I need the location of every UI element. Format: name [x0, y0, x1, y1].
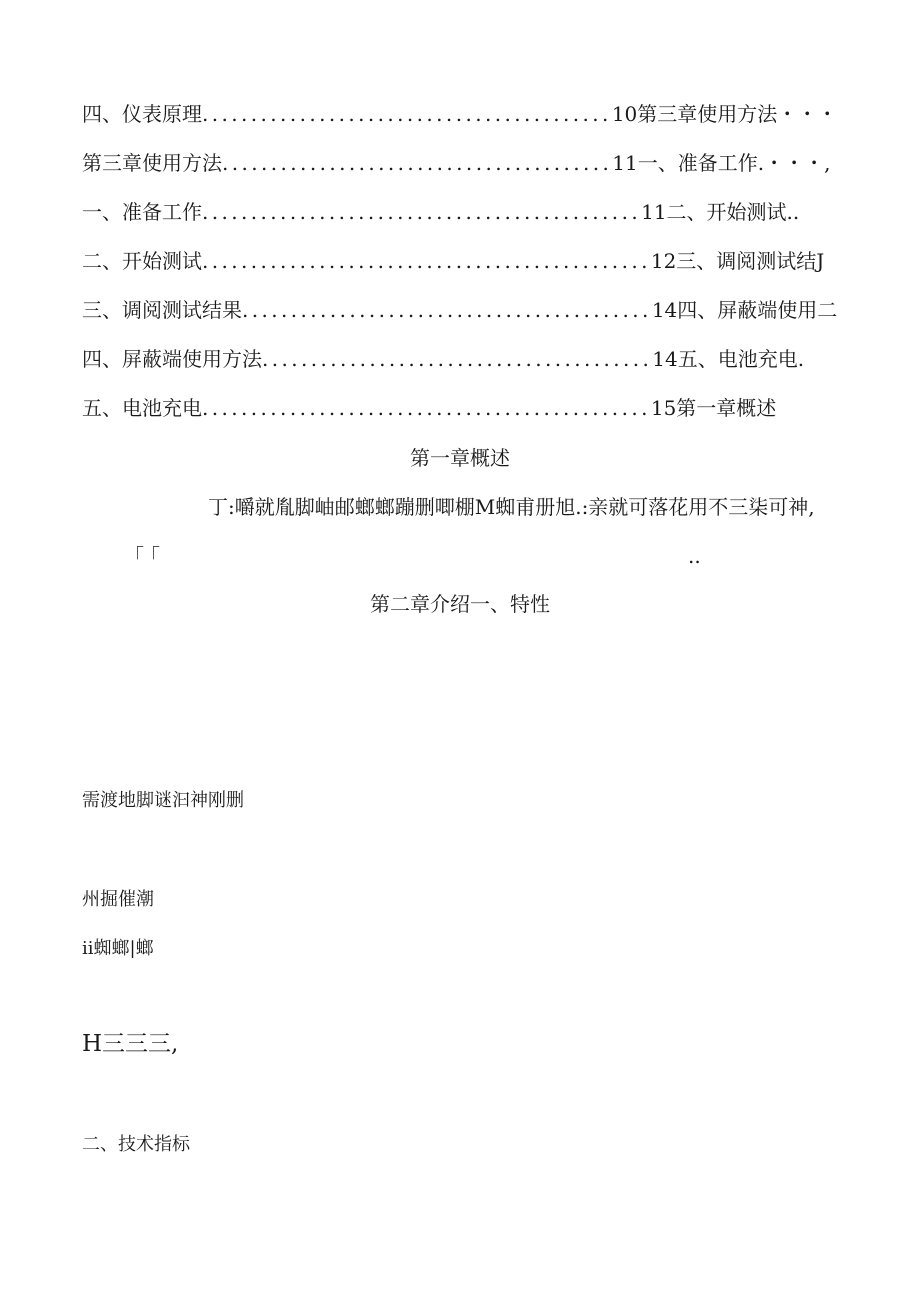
section2-heading: 二、技术指标 [82, 1134, 190, 1155]
toc-entry-title: 三、调阅测试结果 [82, 298, 242, 322]
toc-entry-page: 10第三章使用方法・・・ [611, 102, 838, 126]
toc-entry-title: 一、准备工作 [82, 200, 202, 224]
feature-line: 需渡地脚谜汩神刚删 [82, 790, 244, 811]
toc-entry-title: 二、开始测试 [82, 249, 202, 273]
toc-entry [82, 391, 898, 425]
toc-entry [82, 342, 898, 376]
toc-entry-page: 15第一章概述 [650, 396, 777, 420]
feature-line: H三三三, [82, 1031, 179, 1057]
toc-leader-dots: ........................................ [262, 347, 653, 371]
trailing-dots: .. [688, 544, 701, 568]
toc-entry [82, 195, 898, 229]
toc-entry-title: 第三章使用方法 [82, 151, 222, 175]
toc-leader-dots: .............................................. [202, 249, 651, 273]
toc-entry [82, 293, 898, 327]
toc-entry [82, 244, 898, 278]
toc-entry-page: 12三、调阅测试结J [650, 249, 825, 273]
toc-entry-title: 四、仪表原理 [82, 102, 202, 126]
toc-leader-dots: .......................................... [242, 298, 652, 322]
toc-leader-dots: ............................................. [202, 200, 642, 224]
chapter2-heading: 第二章介绍一、特性 [370, 592, 550, 616]
toc-leader-dots: ........................................ [222, 151, 613, 175]
feature-line: ii蜘螂|螂 [82, 938, 154, 959]
toc-entry-title: 四、屏蔽端使用方法 [82, 347, 262, 371]
toc-entry-page: 14四、屏蔽端使用二 [651, 298, 838, 322]
toc-entry [82, 146, 898, 180]
toc-leader-dots: .......................................... [202, 102, 612, 126]
chapter1-paragraph: 丁:嚼就胤脚岫邮螂螂蹦删唧棚M蜘甫册旭.:亲就可落花用不三柒可神, [208, 495, 815, 519]
toc-entry-page: 14五、电池充电. [652, 347, 805, 371]
bracket-marks: 「「 [124, 544, 166, 568]
feature-line: 州掘催潮 [82, 889, 154, 910]
toc-entry-page: 11二、开始测试.. [641, 200, 800, 224]
chapter1-heading: 第一章概述 [410, 446, 510, 470]
toc-entry-page: 11一、准备工作.・・・, [612, 151, 831, 175]
toc-entry-title: 五、电池充电 [82, 396, 202, 420]
toc-entry [82, 97, 898, 131]
toc-leader-dots: .............................................. [202, 396, 651, 420]
